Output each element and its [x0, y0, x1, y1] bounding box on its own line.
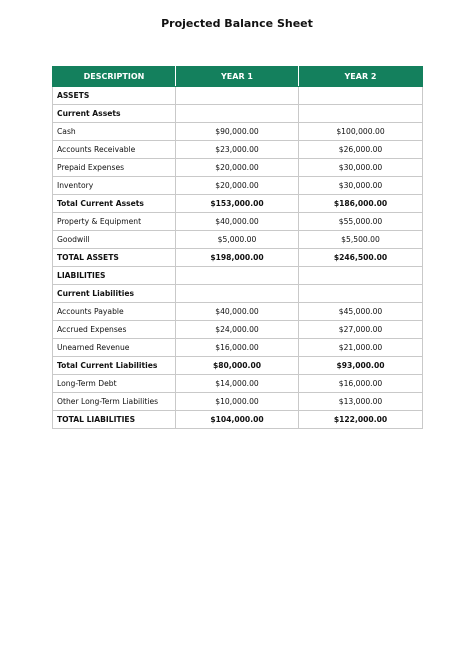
row-year-2-cell	[299, 87, 423, 105]
table-row	[53, 411, 423, 429]
row-description-cell: Current Liabilities	[53, 285, 176, 303]
row-year-1-cell: $10,000.00	[176, 393, 299, 411]
table-row	[53, 267, 423, 285]
row-year-1-cell: $24,000.00	[176, 321, 299, 339]
page-title: Projected Balance Sheet	[161, 17, 313, 30]
row-year-1-cell: $104,000.00	[176, 411, 299, 429]
row-year-2-cell: $5,500.00	[299, 231, 423, 249]
row-description-cell: Property & Equipment	[53, 213, 176, 231]
row-year-1-cell: $20,000.00	[176, 159, 299, 177]
table-row	[53, 195, 423, 213]
row-description-cell: Inventory	[53, 177, 176, 195]
column-header-description: DESCRIPTION	[53, 67, 176, 87]
row-year-1-cell: $40,000.00	[176, 303, 299, 321]
row-year-2-cell: $246,500.00	[299, 249, 423, 267]
row-description-cell: Long-Term Debt	[53, 375, 176, 393]
row-year-1-cell	[176, 285, 299, 303]
row-year-1-cell: $23,000.00	[176, 141, 299, 159]
row-description-cell: Other Long-Term Liabilities	[53, 393, 176, 411]
row-year-2-cell: $26,000.00	[299, 141, 423, 159]
row-year-1-cell	[176, 105, 299, 123]
row-year-1-cell: $90,000.00	[176, 123, 299, 141]
row-year-2-cell	[299, 105, 423, 123]
row-year-2-cell: $55,000.00	[299, 213, 423, 231]
table-row	[53, 177, 423, 195]
row-year-2-cell: $30,000.00	[299, 159, 423, 177]
table-row	[53, 231, 423, 249]
table-header-row	[53, 67, 423, 87]
table-row	[53, 105, 423, 123]
row-description-cell: Total Current Assets	[53, 195, 176, 213]
table-row	[53, 249, 423, 267]
row-year-1-cell: $40,000.00	[176, 213, 299, 231]
table-row	[53, 159, 423, 177]
table-row	[53, 285, 423, 303]
table-row	[53, 375, 423, 393]
row-description-cell: Unearned Revenue	[53, 339, 176, 357]
row-description-cell: Accounts Receivable	[53, 141, 176, 159]
row-description-cell: ASSETS	[53, 87, 176, 105]
row-description-cell: Accrued Expenses	[53, 321, 176, 339]
row-year-1-cell: $198,000.00	[176, 249, 299, 267]
table-row	[53, 393, 423, 411]
row-year-2-cell	[299, 285, 423, 303]
row-year-2-cell: $100,000.00	[299, 123, 423, 141]
table-row	[53, 357, 423, 375]
row-description-cell: Total Current Liabilities	[53, 357, 176, 375]
row-year-2-cell: $21,000.00	[299, 339, 423, 357]
row-year-2-cell: $30,000.00	[299, 177, 423, 195]
table-row	[53, 123, 423, 141]
row-year-1-cell	[176, 87, 299, 105]
row-description-cell: TOTAL ASSETS	[53, 249, 176, 267]
row-year-1-cell: $80,000.00	[176, 357, 299, 375]
table-body	[53, 87, 423, 429]
row-year-2-cell: $122,000.00	[299, 411, 423, 429]
row-year-1-cell: $20,000.00	[176, 177, 299, 195]
table-row	[53, 303, 423, 321]
table-row	[53, 141, 423, 159]
row-year-2-cell	[299, 267, 423, 285]
row-year-1-cell	[176, 267, 299, 285]
row-year-1-cell: $16,000.00	[176, 339, 299, 357]
row-description-cell: Cash	[53, 123, 176, 141]
row-year-2-cell: $45,000.00	[299, 303, 423, 321]
row-year-1-cell: $14,000.00	[176, 375, 299, 393]
table-row	[53, 339, 423, 357]
row-description-cell: Current Assets	[53, 105, 176, 123]
table-row	[53, 321, 423, 339]
table-row	[53, 87, 423, 105]
table-row	[53, 213, 423, 231]
row-year-2-cell: $27,000.00	[299, 321, 423, 339]
row-description-cell: Prepaid Expenses	[53, 159, 176, 177]
row-year-1-cell: $153,000.00	[176, 195, 299, 213]
row-year-2-cell: $13,000.00	[299, 393, 423, 411]
column-header-year-2: YEAR 2	[299, 67, 423, 87]
row-description-cell: Accounts Payable	[53, 303, 176, 321]
row-description-cell: Goodwill	[53, 231, 176, 249]
row-year-2-cell: $16,000.00	[299, 375, 423, 393]
row-year-1-cell: $5,000.00	[176, 231, 299, 249]
row-year-2-cell: $93,000.00	[299, 357, 423, 375]
column-header-year-1: YEAR 1	[176, 67, 299, 87]
balance-sheet-table	[52, 66, 423, 429]
row-description-cell: TOTAL LIABILITIES	[53, 411, 176, 429]
row-description-cell: LIABILITIES	[53, 267, 176, 285]
row-year-2-cell: $186,000.00	[299, 195, 423, 213]
